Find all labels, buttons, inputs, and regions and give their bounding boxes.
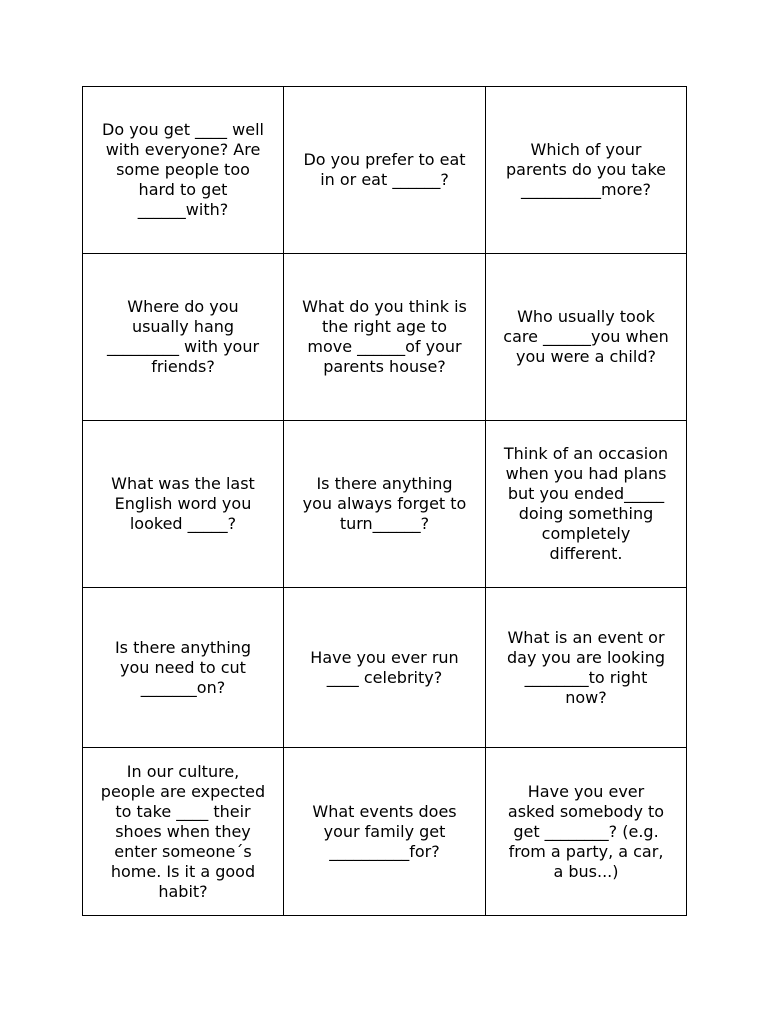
question-card: Who usually took care ______you when you were a child? [486, 254, 687, 421]
card-row [83, 87, 687, 254]
card-row [83, 588, 687, 748]
question-card: Where do you usually hang _________ with your friends? [83, 254, 284, 421]
question-card: What do you think is the right age to move ______of your parents house? [284, 254, 486, 421]
question-card: Is there anything you always forget to turn______? [284, 421, 486, 588]
card-row [83, 748, 687, 916]
card-row [83, 254, 687, 421]
card-row [83, 421, 687, 588]
question-card: What was the last English word you looked _____? [83, 421, 284, 588]
question-card-grid [82, 86, 687, 916]
question-card: Which of your parents do you take __________more? [486, 87, 687, 254]
question-card: Have you ever asked somebody to get ________? (e.g. from a party, a car, a bus...) [486, 748, 687, 916]
question-card: Do you get ____ well with everyone? Are some people too hard to get ______with? [83, 87, 284, 254]
question-card: What is an event or day you are looking ________to right now? [486, 588, 687, 748]
question-card: What events does your family get __________for? [284, 748, 486, 916]
question-card: Is there anything you need to cut _______on? [83, 588, 284, 748]
question-card: Think of an occasion when you had plans but you ended_____ doing something completely different. [486, 421, 687, 588]
question-card: In our culture, people are expected to take ____ their shoes when they enter someone´s home. Is it a good habit? [83, 748, 284, 916]
question-card: Have you ever run ____ celebrity? [284, 588, 486, 748]
question-card: Do you prefer to eat in or eat ______? [284, 87, 486, 254]
